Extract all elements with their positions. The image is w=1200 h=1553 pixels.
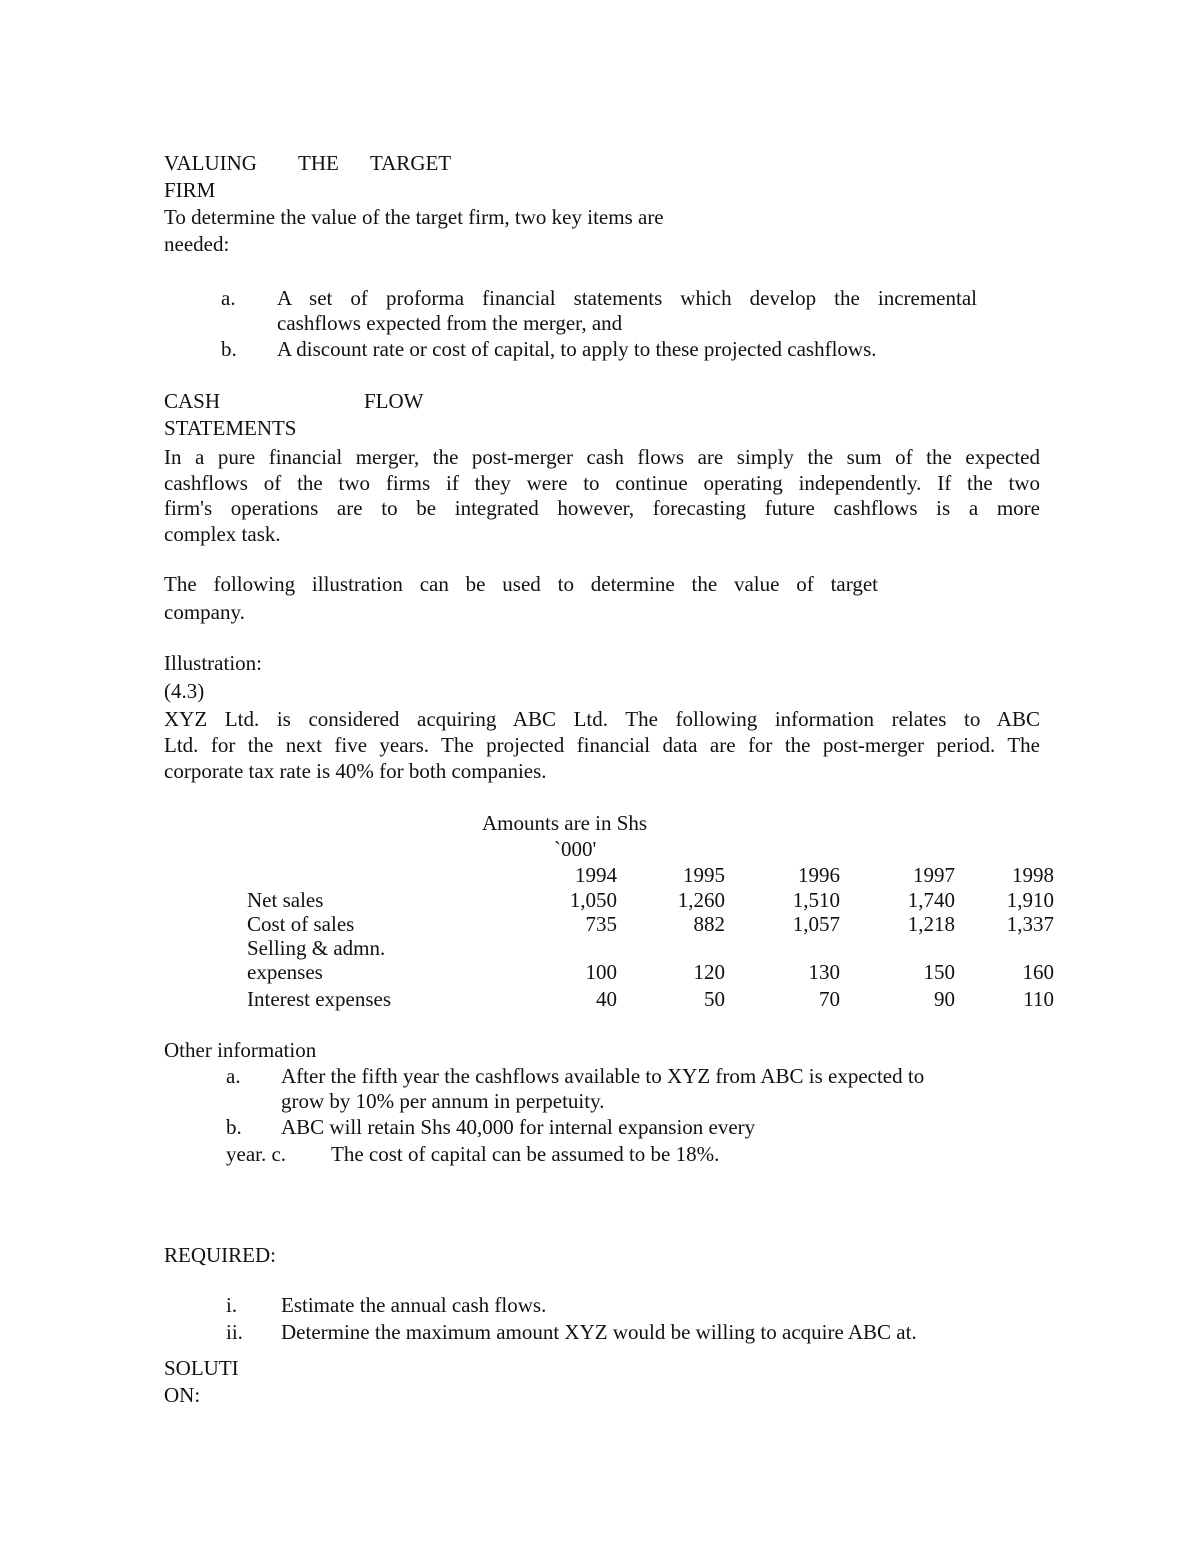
solution-heading-1: SOLUTI (164, 1356, 239, 1380)
table-cell: 160 (1022, 960, 1054, 984)
required-i-marker: i. (226, 1293, 238, 1317)
solution-heading-2: ON: (164, 1383, 201, 1407)
para1-line-4: complex task. (164, 522, 281, 546)
heading2-word-statements: STATEMENTS (164, 416, 297, 440)
intro-line-1: To determine the value of the target firm, two key items are (164, 205, 664, 229)
illustration-label: Illustration: (164, 651, 262, 675)
para1-line-1: In a pure financial merger, the post-merger cash flows are simply the sum of the expected (164, 445, 1040, 469)
table-cell: 1,057 (792, 912, 840, 936)
table-cell: 735 (585, 912, 617, 936)
table-cell: 110 (1023, 987, 1054, 1011)
other-a-marker: a. (226, 1064, 241, 1088)
para3-line-1: XYZ Ltd. is considered acquiring ABC Ltd. The following information relates to ABC (164, 707, 1040, 731)
heading-word-target: TARGET (370, 151, 452, 175)
table-row-label-net-sales: Net sales (247, 888, 324, 912)
other-b-line-1: ABC will retain Shs 40,000 for internal expansion every (281, 1115, 756, 1139)
table-caption-1: Amounts are in Shs (482, 811, 648, 835)
illustration-number: (4.3) (164, 679, 205, 703)
required-ii-text: Determine the maximum amount XYZ would be willing to acquire ABC at. (281, 1320, 917, 1344)
para3-line-2: Ltd. for the next five years. The projected financial data are for the post-merger period. The (164, 733, 1040, 757)
table-cell: 1,910 (1006, 888, 1054, 912)
para1-line-3: firm's operations are to be integrated however, forecasting future cashflows is a more (164, 496, 1040, 520)
table-cell: 50 (704, 987, 725, 1011)
table-cell: 130 (808, 960, 840, 984)
table-cell: 120 (693, 960, 725, 984)
table-year: 1996 (798, 863, 840, 887)
table-cell: 882 (693, 912, 725, 936)
required-i-text: Estimate the annual cash flows. (281, 1293, 547, 1317)
other-info-heading: Other information (164, 1038, 317, 1062)
table-row-label-interest: Interest expenses (247, 987, 392, 1011)
table-cell: 150 (923, 960, 955, 984)
table-year: 1998 (1012, 863, 1054, 887)
table-caption-2: `000' (554, 837, 597, 861)
table-row-label-selling-2: expenses (247, 960, 323, 984)
table-cell: 1,510 (792, 888, 840, 912)
table-cell: 40 (596, 987, 617, 1011)
table-cell: 90 (934, 987, 955, 1011)
table-cell: 1,337 (1006, 912, 1054, 936)
required-ii-marker: ii. (226, 1320, 243, 1344)
other-b-line-2a: year. c. (226, 1142, 287, 1166)
table-row-label-selling: Selling & admn. (247, 936, 386, 960)
item-b-line-1: A discount rate or cost of capital, to apply to these projected cashflows. (277, 337, 877, 361)
table-cell: 1,260 (677, 888, 725, 912)
required-heading: REQUIRED: (164, 1243, 276, 1267)
table-cell: 70 (819, 987, 840, 1011)
para2-line-2: company. (164, 600, 245, 624)
other-a-line-2: grow by 10% per annum in perpetuity. (281, 1089, 605, 1113)
table-year: 1995 (683, 863, 725, 887)
heading-word-firm: FIRM (164, 178, 216, 202)
item-b-marker: b. (221, 337, 237, 361)
table-cell: 1,740 (907, 888, 955, 912)
table-cell: 1,218 (907, 912, 955, 936)
other-b-marker: b. (226, 1115, 242, 1139)
table-year: 1994 (575, 863, 617, 887)
heading2-word-flow: FLOW (364, 389, 424, 413)
item-a-line-2: cashflows expected from the merger, and (277, 311, 623, 335)
para2-line-1: The following illustration can be used to determine the value of target (164, 572, 878, 596)
heading2-word-cash: CASH (164, 389, 221, 413)
table-row-label-cost-of-sales: Cost of sales (247, 912, 355, 936)
intro-line-2: needed: (164, 232, 230, 256)
heading-word-valuing: VALUING (164, 151, 257, 175)
item-a-line-1: A set of proforma financial statements which develop the incremental (277, 286, 977, 310)
table-year: 1997 (913, 863, 955, 887)
other-a-line-1: After the fifth year the cashflows available to XYZ from ABC is expected to (281, 1064, 925, 1088)
item-a-marker: a. (221, 286, 236, 310)
para3-line-3: corporate tax rate is 40% for both companies. (164, 759, 547, 783)
other-b-line-2b: The cost of capital can be assumed to be 18%. (331, 1142, 720, 1166)
table-cell: 100 (585, 960, 617, 984)
table-cell: 1,050 (569, 888, 617, 912)
heading-word-the: THE (298, 151, 339, 175)
para1-line-2: cashflows of the two firms if they were to continue operating independently. If the two (164, 471, 1040, 495)
